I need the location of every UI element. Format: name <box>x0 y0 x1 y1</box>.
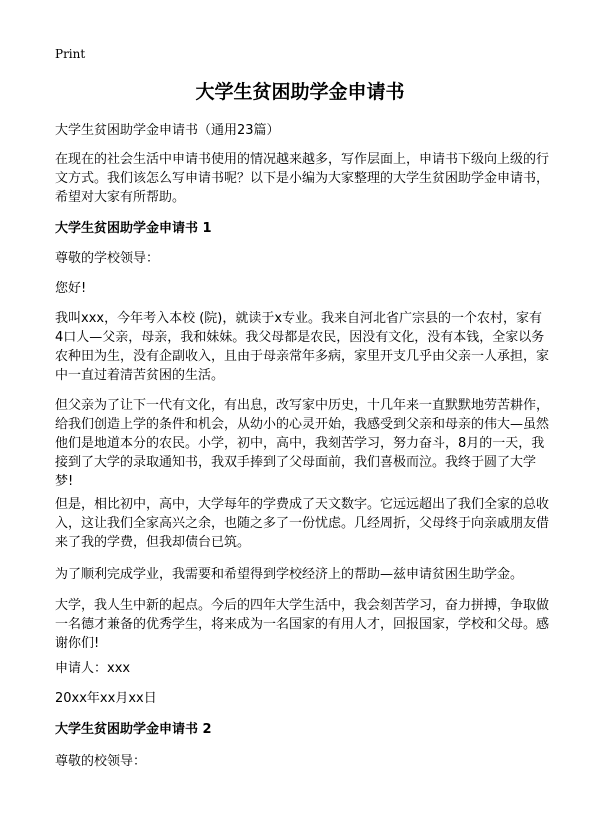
section1-signature: 申请人：xxx <box>55 661 131 676</box>
section2-salutation: 尊敬的校领导： <box>55 754 147 769</box>
section1-salutation: 尊敬的学校领导： <box>55 251 160 266</box>
intro-paragraph: 在现在的社会生活中申请书使用的情况越来越多，写作层面上，申请书下级向上级的行文方式。我们该怎么写申请书呢？以下是小编为大家整理的大学生贫困助学金申请书，希望对大家有所帮助。 <box>55 152 550 205</box>
section1-heading: 大学生贫困助学金申请书 1 <box>55 221 212 236</box>
section2-heading: 大学生贫困助学金申请书 2 <box>55 722 212 737</box>
section1-paragraph-4: 为了顺利完成学业，我需要和希望得到学校经济上的帮助—兹申请贫困生助学金。 <box>55 567 524 582</box>
section1-paragraph-5: 大学，我人生中新的起点。今后的四年大学生活中，我会刻苦学习，奋力拼搏，争取做一名德才兼备的优秀学生，将来成为一名国家的有用人才，回报国家，学校和父母。感谢你们! <box>55 598 550 651</box>
document-subtitle: 大学生贫困助学金申请书（通用23篇） <box>55 123 280 138</box>
section1-paragraph-1: 我叫xxx，今年考入本校 (院)，就读于x专业。我来自河北省广宗县的一个农村，家有4口人—父亲，母亲，我和妹妹。我父母都是农民，因没有文化，没有本钱，全家以务农种田为生，没有企副收入，且由于母亲常年多病，家里开支几乎由父亲一人承担，家中一直过着清苦贫困的生活。 <box>55 311 550 383</box>
section1-date: 20xx年xx月xx日 <box>55 691 157 706</box>
print-label: Print <box>55 47 86 61</box>
section1-paragraph-3: 但是，相比初中，高中，大学每年的学费成了天文数字。它远远超出了我们全家的总收入，这让我们全家高兴之余，也随之多了一份忧虑。几经周折，父母终于向亲戚朋友借来了我的学费，但我却债台已筑。 <box>55 497 550 550</box>
section1-paragraph-2: 但父亲为了让下一代有文化，有出息，改写家中历史，十几年来一直默默地劳苦耕作，给我们创造上学的条件和机会，从幼小的心灵开始，我感受到父亲和母亲的伟大—虽然他们是地道本分的农民。小学，初中，高中，我刻苦学习，努力奋斗，8月的一天，我接到了大学的录取通知书，我双手捧到了父母面前，我们喜极而泣。我终于圆了大学梦! <box>55 398 550 489</box>
section1-greeting: 您好! <box>55 281 87 296</box>
document-title: 大学生贫困助学金申请书 <box>195 81 405 103</box>
